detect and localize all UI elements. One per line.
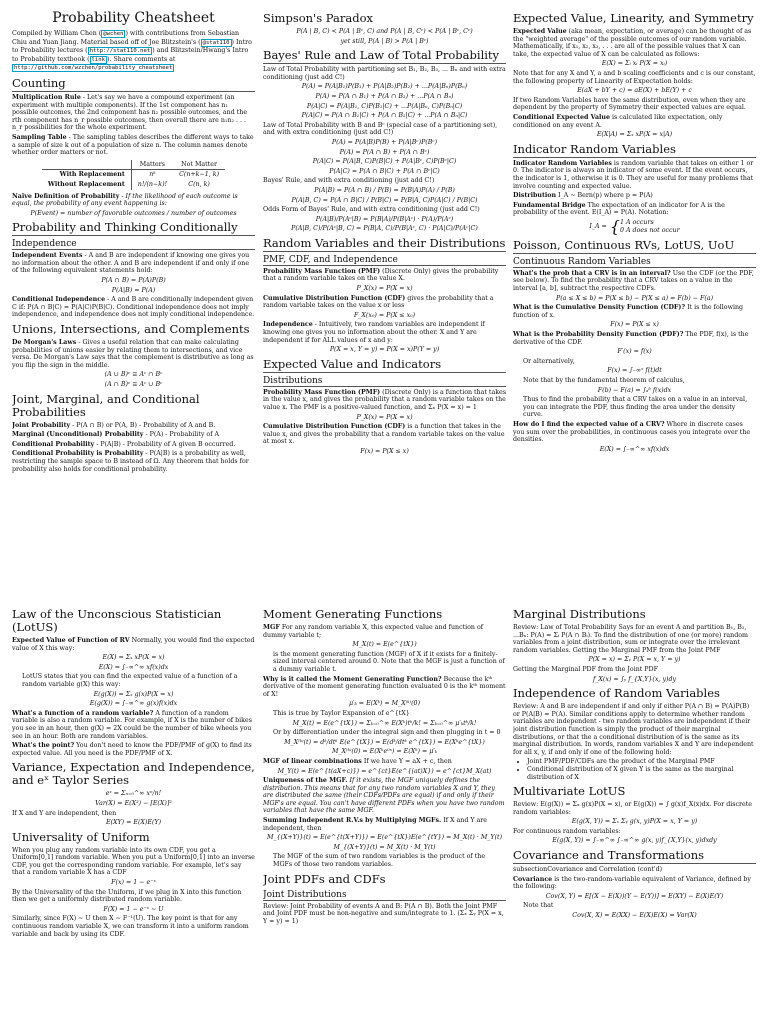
- lotus-term: Expected Value of Function of RV: [12, 637, 130, 644]
- pmf2-term: Probability Mass Function (PMF): [263, 388, 381, 396]
- mlotus-eq1: E(g(X, Y)) = Σₓ Σᵧ g(x, y)P(X = x, Y = y): [571, 818, 698, 826]
- conditional-term: Conditional Probability: [12, 440, 95, 448]
- indicator-def: [513, 160, 756, 190]
- cond-indep-term: Conditional Independence: [12, 296, 106, 304]
- distribution-def: [513, 192, 756, 200]
- col-head-not-matter: Not Matter: [173, 160, 225, 170]
- cell-with-matters: nᵏ: [131, 170, 173, 180]
- counting-heading: Counting: [12, 77, 255, 92]
- indep-bullet-1: • Joint PMF/PDF/CDFs are the product of the Marginal PMF: [527, 758, 756, 766]
- summing: [263, 817, 506, 832]
- joint-probability: [12, 422, 255, 430]
- ev-heading: Expected Value and Indicators: [263, 358, 506, 373]
- cell-with-not: C(n+k−1, k): [179, 171, 220, 179]
- q3-note: Note that by the fundamental theorem of calculus,: [523, 377, 685, 384]
- independent-events: [12, 252, 255, 275]
- cov-sub-text: subsectionCovariance and Correlation (cont'd): [513, 866, 663, 874]
- point: [12, 742, 255, 757]
- ltp2-eq3: P(A|C) = P(A|B, C)P(B|C) + P(A|Bᶜ, C)P(Bᶜ|C): [312, 158, 457, 166]
- conditional-independence: [12, 296, 255, 319]
- indep-eq1: P(A ∩ B) = P(A)P(B): [101, 277, 166, 285]
- lin-mgf-term: MGF of linear combinations: [263, 757, 362, 765]
- pmf-term: Probability Mass Function (PMF): [263, 267, 381, 275]
- sampling-table-text: [12, 134, 255, 157]
- indep-rv-text: - Intuitively, two random variables are independent if knowing one gives you no information about the other. X and Y are independent if for ALL values of x and y:: [263, 321, 485, 344]
- odds-eq1: P(A|B)/P(Aᶜ|B) = P(B|A)/P(B|Aᶜ) · P(A)/P(Aᶜ): [315, 215, 454, 223]
- ltp-eq2: P(A) = P(A ∩ B₁) + P(A ∩ B₂) + ...P(A ∩ Bₙ): [315, 92, 454, 100]
- sampling-term: Sampling Table: [12, 133, 67, 141]
- cov-text: is the two-random-variable equivalent of Variance, defined by the following:: [513, 875, 751, 891]
- intro-paragraph: [12, 30, 255, 73]
- column-3: [513, 10, 756, 605]
- indep-rv-heading: Independence of Random Variables: [513, 686, 720, 701]
- marginal-heading: Marginal Distributions: [513, 608, 646, 621]
- sum-eq1: M_{(X+Y)}(t) = E(e^{t(X+Y)}) = E(e^{tX})E(e^{tY}) = M_X(t) · M_Y(t): [266, 834, 503, 842]
- row-without-replacement: Without Replacement: [47, 180, 125, 188]
- q3: [513, 331, 756, 346]
- variance-indep: If X and Y are independent, then: [12, 809, 117, 817]
- joint-pdf-heading: Joint PDFs and CDFs: [263, 871, 386, 886]
- column-6: [513, 608, 756, 1022]
- evl-heading: Expected Value, Linearity, and Symmetry: [513, 11, 754, 25]
- pmf-subheading: PMF, CDF, and Independence: [263, 255, 506, 266]
- distribution-term: Distribution: [513, 192, 557, 200]
- universality-text: When you plug any random variable into its own CDF, you get a Uniform[0,1] random variable. When you put a Uniform[0,1] into an inverse CDF, you get the corresponding random variable. For example, let's say that a random variable X has a CDF: [12, 846, 255, 877]
- indep-events-text: - A and B are independent if knowing one gives you no information about the other. A and B are independent if and only if one of the following equivalent statements hold:: [12, 252, 250, 275]
- why-mgf: [263, 676, 506, 699]
- taylor-text: This is true by Taylor Expansion of e^{tX}: [273, 709, 410, 717]
- bayes-heading: Bayes' Rule and Law of Total Probability: [263, 49, 506, 64]
- demorgan-eq1: (A ∪ B)ᶜ ≡ Aᶜ ∩ Bᶜ: [104, 371, 163, 379]
- cell-without-not: C(n, k): [188, 180, 210, 188]
- lotus-eq1: E(X) = Σₓ xP(X = x): [102, 654, 165, 662]
- ltp-special-text: Law of Total Probability with B and Bᶜ (special case of a partitioning set), and with extra conditioning (just add C!): [263, 121, 498, 137]
- why-eq: μ′ₖ = E(Xᵏ) = M_X⁽ᵏ⁾(0): [348, 700, 421, 708]
- q4-text: Where in discrete cases you sum over the probabilities, in continuous cases you integrate over the densities.: [513, 420, 751, 444]
- lin-mgf-text: If we have Y = aX + c, then: [361, 757, 452, 765]
- cell-without-matters: n!/(n−k)!: [131, 180, 173, 190]
- indicator-case-0: 0 A does not occur: [620, 226, 680, 234]
- pmf-eq: P_X(x) = P(X = x): [356, 285, 413, 293]
- cov-eq: Cov(X, Y) = E[(X − E(X))(Y − E(Y))] = E(XY) − E(X)E(Y): [545, 892, 724, 900]
- intro-text-e: ). Share comments at: [107, 55, 176, 63]
- ltp2-eq1: P(A) = P(A|B)P(B) + P(A|Bᶜ)P(Bᶜ): [331, 138, 438, 146]
- indicator-label: I_A =: [589, 223, 607, 231]
- conditional-text: - P(A|B) - Probability of A given B occurred.: [94, 440, 236, 448]
- intro-text-c: ) Intro to Probability lectures (: [12, 38, 252, 55]
- sum-note: The MGF of the sum of two random variables is the product of the MGFs of those two random variables.: [273, 853, 486, 869]
- mult-text: - Let's say we have a compound experiment (an experiment with multiple components). If the 1st component has n₁ possible outcomes, the 2nd component has n₂ possible outcomes, and the rth component has n_r possible outcomes, then overall there are n₁n₂ . . . n_r possibilities for the whole experiment.: [12, 93, 248, 132]
- ltp-eq3: P(A|C) = P(A|B₁, C)P(B₁|C) + ...P(A|Bₙ, C)P(Bₙ|C): [306, 102, 463, 110]
- intro-text-b: ) with contributions from Sebastian Chiu and Yuan Jiang. Material based off of Joe Blitzstein's (: [12, 30, 240, 46]
- naive-definition: [12, 193, 255, 208]
- indicator-case-1: 1 A occurs: [620, 219, 654, 227]
- cond-ev-def: [513, 114, 756, 129]
- lin-mgf-eq: M_Y(t) = E(e^{t(aX+c)}) = e^{ct}E(e^{(at)X}) = e^{ct}M_X(at): [277, 767, 492, 775]
- cov-eq2: Cov(X, X) = E(XX) − E(X)E(X) = Var(X): [572, 912, 697, 920]
- ev-def: [513, 28, 756, 58]
- q1-text: Use the CDF (or the PDF, see below). To find the probability that a CRV takes on a value in the interval [a, b], subtract the respective CDFs.: [513, 269, 754, 293]
- joint-marginal-heading: Joint, Marginal, and Conditional Probabilities: [12, 391, 200, 419]
- indep-rv-def: [263, 321, 506, 344]
- ltp2-eq4: P(A|C) = P(A ∩ B|C) + P(A ∩ Bᶜ|C): [329, 167, 440, 175]
- marginal-text: - P(A) - Probability of A: [143, 431, 220, 439]
- fund-text: The expectation of an indicator for A is the probability of the event. E(I_A) = P(A). Notation:: [513, 201, 725, 217]
- indicator-heading: Indicator Random Variables: [513, 143, 756, 158]
- mlotus-text2: For continuous random variables:: [513, 827, 621, 835]
- q2-eq: F(x) = P(X ≤ x): [610, 321, 659, 329]
- mgf-text: For any random variable X, this expected value and function of dummy variable t;: [263, 624, 484, 639]
- func-term: What's a function of a random variable?: [12, 709, 154, 717]
- lotus-def: [12, 637, 255, 652]
- stat110-link[interactable]: @stat110: [202, 39, 230, 46]
- naive-text: - If the likelihood of each outcome is equal, the probability of any event happening is:: [12, 192, 238, 208]
- lotus-heading: Law of the Unconscious Statistician (LotUS): [12, 608, 222, 634]
- stat110-url-link[interactable]: http://stat110.net: [89, 48, 151, 55]
- cov-note: Note that: [523, 902, 554, 910]
- cdf-def: [263, 295, 506, 310]
- point-text: You don't need to know the PDF/PMF of g(X) to find its expected value. All you need is the PDF/PMF of X.: [12, 742, 252, 757]
- mult-term: Multiplication Rule: [12, 93, 81, 101]
- marginal-eq2: f_X(x) = ∫ᵧ f_{X,Y}(x, y)dy: [592, 675, 677, 683]
- unions-heading: Unions, Intersections, and Complements: [12, 322, 250, 337]
- sampling-table: [42, 160, 225, 190]
- row-with-replacement: With Replacement: [59, 171, 125, 179]
- textbook-link[interactable]: link: [91, 56, 106, 63]
- cdf-eq: F_X(x₀) = P(X ≤ x₀): [353, 311, 416, 319]
- uniqueness: [263, 777, 506, 815]
- q3-eq2: F(x) = ∫₋∞ˣ f(t)dt: [607, 367, 662, 375]
- indep-bullet-2: • Conditional distribution of X given Y is the same as the marginal distribution of X: [527, 766, 756, 781]
- indicator-cases: [513, 216, 756, 236]
- demorgan-text: - Gives a useful relation that can make calculating probabilities of unions easier by relating them to intersections, and vice versa. De Morgan's Law says that the complement is distributive as long as you flip the sign in the middle.: [12, 339, 254, 369]
- q3-term: What is the Probability Density Function (PDF)?: [513, 331, 684, 339]
- column-2: [263, 10, 506, 605]
- taylor-eq: eˣ = Σₙ₌₀^∞ xⁿ/n!: [105, 790, 162, 798]
- cond-ev-eq: E(X|A) = Σₓ xP(X = x|A): [596, 131, 673, 139]
- sum-text: If X and Y are independent, then: [263, 817, 488, 832]
- joint-text: Review: Joint Probability of events A and B: P(A ∩ B). Both the Joint PMF and Joint PDF must be non-negative and sum/integrate to 1. (Σₓ Σᵧ P(X = x, Y = y) = 1): [263, 902, 504, 925]
- mlotus-text: Review: E(g(X)) = Σₓ g(x)P(X = x), or E(g(X)) = ∫ g(x)f_X(x)dx. For discrete random variables:: [513, 801, 753, 816]
- q2: [513, 304, 756, 319]
- func-rv: [12, 710, 255, 740]
- column-1: [12, 10, 255, 605]
- cond-indep-text: - A and B are conditionally independent given C if: P(A ∩ B|C) = P(A|C)P(B|C). Conditional independence does not imply independence, and independence does not imply conditional independence.: [12, 296, 255, 319]
- cdf-term: Cumulative Distribution Function (CDF): [263, 294, 406, 302]
- ptc-heading: Probability and Thinking Conditionally: [12, 221, 255, 236]
- cdf2-text: is a function that takes in the value x, and gives the probability that a random variable takes on the value at most x.: [263, 423, 505, 446]
- variance-eq: Var(X) = E(X²) − [E(X)]²: [95, 799, 172, 807]
- mgf-def: [263, 624, 506, 639]
- diff-eq1: M_X⁽ᵏ⁾(t) = dᵏ/dtᵏ E(e^{tX}) = E(dᵏ/dtᵏ e^{tX}) = E(Xᵏe^{tX}): [284, 738, 485, 746]
- repo-link[interactable]: http://github.com/wzchen/probability_cheatsheet: [14, 65, 173, 72]
- poisson-heading: Poisson, Continuous RVs, LotUS, UoU: [513, 239, 756, 254]
- ev-note: Note that for any X and Y, a and b scaling coefficients and c is our constant, the following property of Linearity of Expectation holds:: [513, 69, 756, 85]
- lotus-note: LotUS states that you can find the expected value of a function of a random variable g(X) this way:: [22, 673, 238, 688]
- why-term: Why is it called the Moment Generating Function?: [263, 675, 442, 683]
- marginal-eq1: P(X = x) = Σᵧ P(X = x, Y = y): [588, 656, 681, 664]
- marginal-text2: Getting the Marginal PDF from the Joint PDF: [513, 665, 658, 673]
- ltp-text: Law of Total Probability with partitioning set B₁, B₂, B₃, ... Bₙ and with extra conditioning (just add C!): [263, 66, 506, 81]
- cond-is-prob-term: Conditional Probability is Probability: [12, 450, 144, 458]
- independence-subheading: Independence: [12, 239, 255, 250]
- mlotus-heading: Multivariate LotUS: [513, 784, 626, 799]
- author-link[interactable]: @wchen: [103, 31, 124, 37]
- cond-ev-term: Conditional Expected Value: [513, 113, 610, 121]
- intro-text-d: ) and Blitzstein/Hwang's Intro to Probability textbook (: [12, 47, 249, 63]
- cdf2-eq: F(x) = P(X ≤ x): [360, 447, 409, 455]
- q3-thus: Thus to find the probability that a CRV takes on a value in an interval, you can integrate the PDF, thus finding the area under the density curve.: [523, 396, 748, 419]
- mgf-taylor-eq: M_X(t) = E(e^{tX}) = Σₖ₌₀^∞ E(Xᵏ)tᵏ/k! = Σₖ₌₀^∞ μ′ₖtᵏ/k!: [292, 719, 477, 727]
- q3-alt: Or alternatively,: [523, 357, 575, 365]
- q1-eq: P(a ≤ X ≤ b) = P(X ≤ b) − P(X ≤ a) = F(b) − F(a): [555, 294, 714, 302]
- sum-eq2: M_{(X+Y)}(t) = M_X(t) · M_Y(t): [333, 843, 436, 851]
- bayes-text: Bayes' Rule, and with extra conditioning (just add C!): [263, 177, 435, 185]
- symmetry-text: If two Random Variables have the same distribution, even when they are dependent by the property of Symmetry their expected values are equal.: [513, 96, 746, 112]
- joint-prob-text: - P(A ∩ B) or P(A, B) - Probability of A and B.: [70, 421, 216, 429]
- ltp2-eq2: P(A) = P(A ∩ B) + P(A ∩ Bᶜ): [339, 148, 430, 156]
- universality-text2: By the Universality of the the Uniform, if we plug in X into this function then we get a uniformly distributed random variable.: [12, 888, 242, 904]
- cond-is-prob-text: - P(A|B) is a probability as well, restricting the sample space to B instead of Ω. Any theorem that holds for probability also holds for conditional probability.: [12, 450, 249, 473]
- q3-eq3: F(b) − F(a) = ∫ₐᵇ f(x)dx: [597, 386, 672, 394]
- page-title: Probability Cheatsheet: [52, 10, 215, 26]
- cdf2-def: [263, 423, 506, 446]
- ev-eq: E(X) = Σᵢ xᵢ P(X = xᵢ): [601, 60, 668, 68]
- marginal-text: Review: Law of Total Probability Says for an event A and partition B₁, B₂, ...Bₙ: P(A) = Σᵢ P(A ∩ Bᵢ). To find the distribution of one (or more) random variables from a joint distribution, sum or integrate over the irrelevant random variables. Getting the Marginal PMF from the Joint PMF: [513, 624, 748, 654]
- universality-eq2: F(X) = 1 − e⁻ˣ ∼ U: [103, 905, 164, 913]
- universality-text3: Similarly, since F(X) ∼ U then X ∼ F⁻¹(U). The key point is that for any continuous random variable X, we can transform it into a uniform random variable and back by using its CDF.: [12, 915, 249, 938]
- pmf-def: [263, 268, 506, 283]
- cov-term: Covariance: [513, 875, 553, 883]
- indep-events-term: Independent Events: [12, 252, 83, 260]
- indep-rv-text: Review: A and B are independent if and only if either P(A ∩ B) = P(A)P(B) or P(A|B) = P(A). Similar conditions apply to determine whether random variables are independent - two random variables are independent if their joint distribution function is simply the product of their marginal distributions, or that the a conditional distribution of is the same as its marginal distribution. In words, random variables X and Y are independent for all x, y, if and only if one of the following hold:: [513, 703, 754, 756]
- lotus-text: Normally, you would find the expected value of X this way:: [12, 637, 255, 652]
- indep-bullets: [513, 758, 756, 781]
- fund-term: Fundamental Bridge: [513, 201, 586, 209]
- variance-indep-eq: E(XY) = E(X)E(Y): [105, 819, 162, 827]
- odds-eq2: P(A|B, C)/P(Aᶜ|B, C) = P(B|A, C)/P(B|Aᶜ, C) · P(A|C)/P(Aᶜ|C): [291, 225, 478, 233]
- ev-text: (aka mean, expectation, or average) can be thought of as the "weighted average" of the possible outcomes of our random variable. Mathematically, if x₁, x₂, x₃, . . . are all of the possible values that X can take, the expected value of X can be calculated as follows:: [513, 28, 752, 58]
- q1: [513, 270, 756, 293]
- point-term: What's the point?: [12, 742, 75, 750]
- linearity-eq: E(aX + bY + c) = aE(X) + bE(Y) + c: [577, 87, 692, 95]
- joint-prob-term: Joint Probability: [12, 421, 71, 429]
- q4: [513, 421, 756, 444]
- universality-heading: Universality of Uniform: [12, 829, 150, 844]
- demorgan: [12, 339, 255, 369]
- bayes-eq1: P(A|B) = P(A ∩ B) / P(B) = P(B|A)P(A) / P(B): [314, 186, 455, 194]
- func-text: A function of a random variable is also a random variable. For example, if X is the number of bikes you see in an hour, then g(X) = 2X could be the number of bike wheels you see in an hour. Both are random variables.: [12, 709, 252, 740]
- q4-term: How do I find the expected value of a CRV?: [513, 420, 665, 428]
- conditional-probability: [12, 441, 255, 449]
- indep-rv-term: Independence: [263, 321, 313, 329]
- uniq-term: Uniqueness of the MGF.: [263, 777, 348, 785]
- ltp-eq4: P(A|C) = P(A ∩ B₁|C) + P(A ∩ B₂|C) + ...P(A ∩ Bₙ|C): [301, 112, 468, 120]
- indep-rv-eq: P(X = x, Y = y) = P(X = x)P(Y = y): [329, 346, 440, 354]
- mgf-term: MGF: [263, 624, 280, 631]
- mlotus-eq2: E(g(X, Y)) = ∫₋∞^∞ ∫₋∞^∞ g(x, y)f_{X,Y}(x, y)dxdy: [552, 837, 717, 845]
- marginal-probability: [12, 431, 255, 439]
- bayes-eq2: P(A|B, C) = P(A ∩ B|C) / P(B|C) = P(B|A, C)P(A|C) / P(B|C): [291, 196, 478, 204]
- mgf-note: is the moment generating function (MGF) of X if it exists for a finitely-sized interval centered around 0. Note that the MGF is just a function of a dummy variable t.: [273, 650, 505, 673]
- uniq-text: If it exists, the MGF uniquely defines the distribution. This means that for any two random variables X and Y, they are distributed the same (their CDFs/PDFs are equal) if and only if their MGF's are equal. You can't have different PDFs when you have two random variables that have the same MGF.: [263, 777, 505, 815]
- cond-is-prob: [12, 450, 255, 473]
- pmf2-eq: P_X(x) = P(X = x): [356, 413, 413, 421]
- naive-term: Naïve Definition of Probability: [12, 192, 120, 200]
- rv-heading: Random Variables and their Distributions: [263, 235, 506, 250]
- pmf-text: (Discrete Only) gives the probability that a random variable takes on the value X.: [263, 267, 499, 283]
- demorgan-eq2: (A ∩ B)ᶜ ≡ Aᶜ ∪ Bᶜ: [104, 381, 163, 388]
- marginal-term: Marginal (Unconditional) Probability: [12, 431, 144, 439]
- cdf2-term: Cumulative Distribution Function (CDF): [263, 423, 406, 431]
- odds-text: Odds Form of Bayes' Rule, and with extra conditioning (just add C!): [263, 206, 480, 214]
- why-text: Because the kᵗʰ derivative of the moment generating function evaluated 0 is the kᵗʰ moment of X!: [263, 675, 506, 698]
- lotus-eq3: E(g(X)) = Σₓ g(x)P(X = x): [93, 690, 174, 698]
- mgf-eq: M_X(t) = E(e^{tX}): [352, 641, 417, 649]
- diff-text: Or by differentiation under the integral sign and then plugging in t = 0: [273, 729, 501, 737]
- q4-eq: E(X) = ∫₋∞^∞ xf(x)dx: [599, 445, 670, 453]
- ev-term: Expected Value: [513, 28, 567, 35]
- pmf2-text: (Discrete Only) is a function that takes in the value x, and gives the probability that a random variable takes on the value x. The PMF is a positive-valued function, and Σₓ P(X = x) = 1: [263, 388, 506, 411]
- cond-ev-text: is calculated like expectation, only conditioned on any event A.: [513, 113, 723, 129]
- ltp-eq1: P(A) = P(A|B₁)P(B₁) + P(A|B₂)P(B₂) + ...P(A|Bₙ)P(Bₙ): [301, 83, 468, 91]
- indicator-text: is random variable that takes on either 1 or 0. The indicator is always an indicator of some event. If the event occurs, the indicator is 1, otherwise it is 0. They are useful for many problems that involve counting and expected value.: [513, 159, 754, 190]
- distribution-text: I_A ∼ Bern(p) where p = P(A): [556, 192, 653, 200]
- demorgan-term: De Morgan's Laws: [12, 339, 77, 347]
- naive-equation: P(Event) = number of favorable outcomes / number of outcomes: [30, 209, 237, 217]
- indicator-term: Indicator Random Variables: [513, 159, 612, 167]
- mgf-heading: Moment Generating Functions: [263, 608, 443, 621]
- q3-eq: F′(x) = f(x): [617, 348, 652, 356]
- simpsons-heading: Simpson's Paradox: [263, 11, 373, 25]
- col-head-matters: Matters: [131, 160, 173, 170]
- intro-text-a: Compiled by William Chen (: [12, 30, 102, 37]
- joint-dist-subheading: Joint Distributions: [263, 890, 506, 901]
- q3-text: The PDF, f(x), is the derivative of the CDF.: [513, 331, 749, 346]
- lin-mgf: [263, 758, 506, 766]
- brace-icon: {: [609, 216, 620, 236]
- simpsons-eq2: yet still, P(A | B) > P(A | Bᶜ): [340, 37, 429, 45]
- cov-def: [513, 876, 756, 891]
- diff-eq2: M_X⁽ᵏ⁾(0) = E(Xᵏe⁰ˣ) = E(Xᵏ) = μ′ₖ: [331, 748, 438, 756]
- sum-term: Summing Independent R.V.s by Multiplying MGFs.: [263, 817, 442, 825]
- variance-heading: Variance, Expectation and Independence, and eˣ Taylor Series: [12, 760, 255, 788]
- cdf-text: gives the probability that a random variable takes on the value x or less: [263, 294, 494, 310]
- fundamental-bridge: [513, 202, 756, 217]
- cov-heading: Covariance and Transformations: [513, 849, 756, 864]
- simpsons-eq1: P(A | B, C) < P(A | Bᶜ, C) and P(A | B, Cᶜ) < P(A | Bᶜ, Cᶜ): [296, 28, 473, 35]
- lotus-eq4: E(g(X)) = ∫₋∞^∞ g(x)f(x)dx: [89, 700, 178, 708]
- column-4: [12, 608, 255, 1022]
- lotus-eq2: E(X) = ∫₋∞^∞ xf(x)dx: [98, 663, 169, 671]
- q2-term: What is the Cumulative Density Function (CDF)?: [513, 304, 686, 312]
- q2-text: It is the following function of x.: [513, 304, 744, 319]
- sampling-text: - The sampling tables describes the different ways to take a sample of size k out of a population of size n. The column names denote whether order matters or not.: [12, 133, 254, 157]
- distributions-subheading: Distributions: [263, 376, 506, 387]
- q1-term: What's the prob that a CRV is in an interval?: [513, 269, 671, 277]
- continuous-subheading: Continuous Random Variables: [513, 257, 756, 268]
- column-5: [263, 608, 506, 1022]
- indep-eq2: P(A|B) = P(A): [111, 286, 156, 294]
- pmf2-def: [263, 389, 506, 412]
- universality-eq1: F(x) = 1 − e⁻ˣ: [111, 879, 156, 887]
- multiplication-rule: [12, 94, 255, 132]
